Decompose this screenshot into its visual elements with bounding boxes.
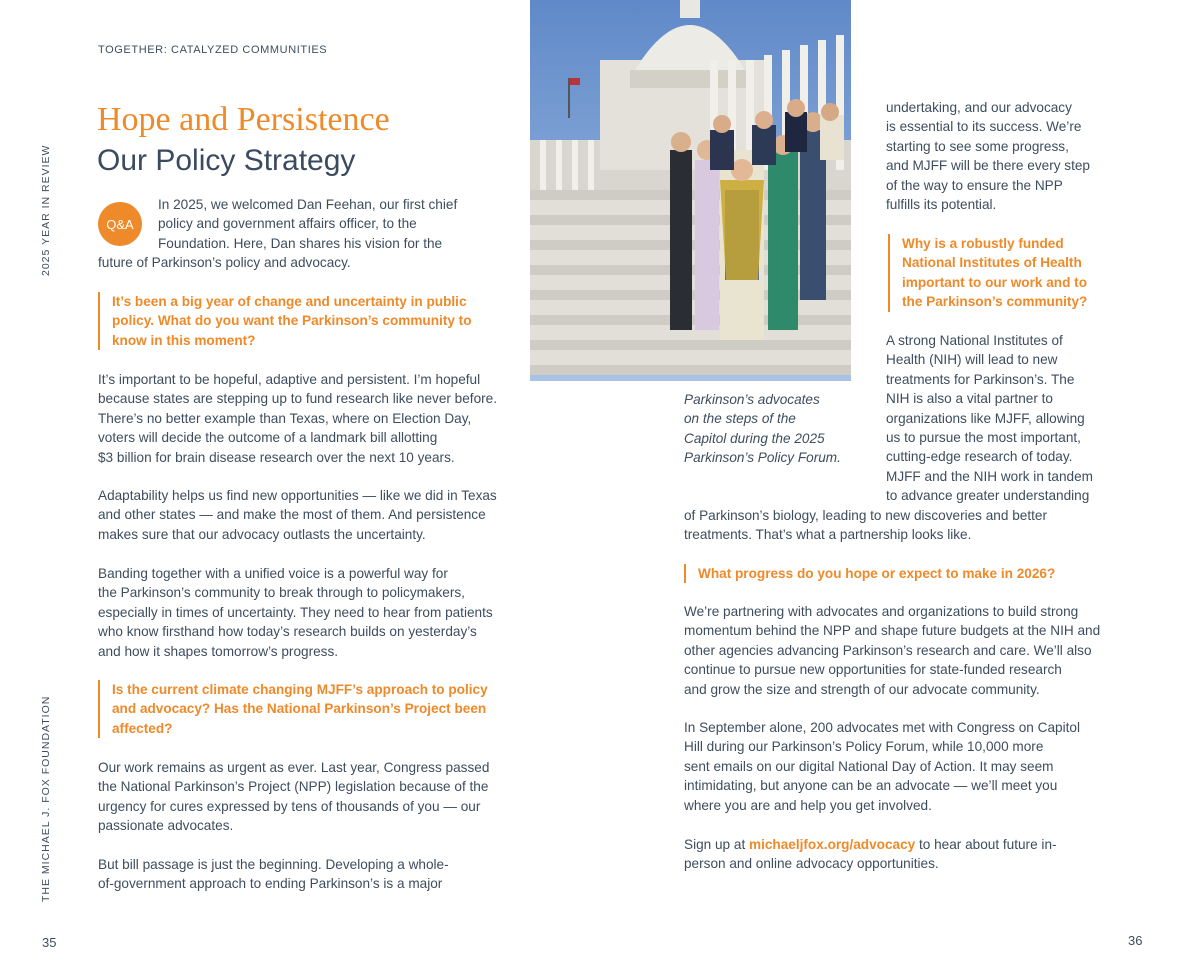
section-kicker: TOGETHER: CATALYZED COMMUNITIES — [98, 44, 328, 56]
text-line: makes sure that our advocacy outlasts the uncertainty. — [98, 526, 426, 542]
text-line: to advance greater understanding — [886, 488, 1090, 504]
question-1 — [98, 292, 472, 350]
text-line: $3 billion for brain disease research over the next 10 years. — [98, 449, 455, 465]
caption-line: Capitol during the 2025 — [684, 430, 825, 446]
question-line: and advocacy? Has the National Parkinson’s Project been — [112, 701, 487, 717]
text-line: is essential to its success. We’re — [886, 119, 1082, 135]
question-line: affected? — [112, 720, 173, 736]
text-line: It’s important to be hopeful, adaptive and persistent. I’m hopeful — [98, 372, 481, 387]
question-3 — [888, 234, 1087, 312]
question-4 — [684, 564, 1055, 583]
question-line: Is the current climate changing MJFF’s approach to policy — [112, 682, 488, 697]
text-line: There’s no better example than Texas, where on Election Day, — [98, 410, 472, 426]
text-line: cutting-edge research of today. — [886, 449, 1073, 465]
text-line: the Parkinson’s community to break through to policymakers, — [98, 585, 465, 601]
question-line: know in this moment? — [112, 332, 256, 348]
text-line: passionate advocates. — [98, 818, 234, 834]
answer-3-narrow — [886, 331, 1093, 506]
text-line: Banding together with a unified voice is a powerful way for — [98, 566, 448, 581]
text-line: and MJFF will be there every step — [886, 158, 1090, 174]
intro-line: policy and government affairs officer, to the — [158, 216, 417, 232]
side-label-year-review: 2025 YEAR IN REVIEW — [40, 144, 52, 276]
answer-2-paragraph-1 — [98, 758, 489, 836]
text-line: Health (NIH) will lead to new — [886, 352, 1058, 368]
text-line: We’re partnering with advocates and organizations to build strong — [684, 604, 1079, 619]
qa-badge: Q&A — [98, 202, 142, 246]
capitol-advocates-photo — [530, 0, 851, 381]
advocacy-link[interactable]: michaeljfox.org/advocacy — [749, 837, 916, 852]
intro-line: Foundation. Here, Dan shares his vision for the — [158, 235, 443, 251]
text-line: intimidating, but anyone can be an advocate — we’ll meet you — [684, 778, 1058, 794]
answer-1-paragraph-1 — [98, 370, 497, 467]
text-line: us to pursue the most important, — [886, 430, 1081, 446]
text-line: continue to pursue new opportunities for state-funded research — [684, 662, 1062, 678]
intro-line: future of Parkinson’s policy and advocacy. — [98, 255, 351, 270]
answer-3-wide — [684, 506, 1047, 545]
side-label-foundation: THE MICHAEL J. FOX FOUNDATION — [40, 695, 52, 902]
photo-caption — [684, 390, 864, 468]
page-title-secondary: Our Policy Strategy — [97, 144, 356, 177]
answer-2-paragraph-2 — [98, 855, 449, 894]
answer-4-paragraph-1 — [684, 602, 1100, 699]
text-line: starting to see some progress, — [886, 138, 1069, 154]
text-line: MJFF and the NIH work in tandem — [886, 468, 1093, 484]
text-line: NIH is also a vital partner to — [886, 391, 1053, 407]
signup-paragraph — [684, 835, 1057, 874]
text-line: momentum behind the NPP and shape future budgets at the NIH and — [684, 623, 1101, 639]
text-line: of the way to ensure the NPP — [886, 177, 1063, 193]
text-line: Hill during our Parkinson’s Policy Forum, while 10,000 more — [684, 739, 1044, 755]
text-line: where you are and help you get involved. — [684, 797, 932, 813]
text-line: A strong National Institutes of — [886, 333, 1063, 348]
text-line: sent emails on our digital National Day of Action. It may seem — [684, 758, 1054, 774]
intro-line: In 2025, we welcomed Dan Feehan, our first chief — [158, 197, 458, 212]
intro-paragraph — [158, 195, 457, 253]
text-line: But bill passage is just the beginning. Developing a whole- — [98, 857, 449, 872]
answer-1-paragraph-2 — [98, 486, 497, 544]
text-line: the National Parkinson’s Project (NPP) legislation because of the — [98, 779, 489, 795]
text-line: and other states — and make the most of them. And persistence — [98, 507, 486, 523]
text-line: voters will decide the outcome of a landmark bill allotting — [98, 430, 438, 446]
text-line: Our work remains as urgent as ever. Last year, Congress passed — [98, 760, 490, 775]
answer-1-paragraph-3 — [98, 564, 493, 661]
text-line: who know firsthand how today’s research builds on yesterday’s — [98, 624, 477, 640]
text-line: fulfills its potential. — [886, 197, 997, 213]
signup-line-1 — [684, 835, 1057, 854]
page-number-right: 36 — [1128, 933, 1143, 948]
question-line: National Institutes of Health — [902, 255, 1082, 271]
text-line: and grow the size and strength of our advocate community. — [684, 681, 1040, 697]
text-line: treatments. That’s what a partnership looks like. — [684, 527, 972, 543]
text-line: organizations like MJFF, allowing — [886, 410, 1085, 426]
caption-line: on the steps of the — [684, 411, 796, 427]
text-line: of Parkinson’s biology, leading to new discoveries and better — [684, 508, 1047, 523]
caption-line: Parkinson’s Policy Forum. — [684, 450, 841, 466]
question-line: important to our work and to — [902, 274, 1088, 290]
page-number-left: 35 — [42, 935, 57, 950]
answer-4-paragraph-2 — [684, 718, 1080, 815]
text-line: of-government approach to ending Parkinson’s is a major — [98, 876, 443, 892]
text-line: In September alone, 200 advocates met with Congress on Capitol — [684, 720, 1080, 735]
question-line: Why is a robustly funded — [902, 236, 1064, 251]
text-line: especially in times of uncertainty. They need to hear from patients — [98, 604, 493, 620]
answer-2-paragraph-3 — [886, 98, 1090, 214]
signup-prefix: Sign up at — [684, 837, 749, 852]
text-line: undertaking, and our advocacy — [886, 100, 1072, 115]
question-line: What progress do you hope or expect to make in 2026? — [698, 566, 1056, 581]
question-line: the Parkinson’s community? — [902, 294, 1088, 310]
caption-line: Parkinson’s advocates — [684, 392, 820, 407]
signup-line-2: person and online advocacy opportunities. — [684, 856, 939, 872]
text-line: treatments for Parkinson’s. The — [886, 371, 1075, 387]
signup-suffix: to hear about future in- — [915, 837, 1057, 852]
text-line: and how it shapes tomorrow’s progress. — [98, 643, 339, 659]
text-line: other agencies advancing Parkinson’s research and care. We’ll also — [684, 642, 1092, 658]
text-line: because states are stepping up to fund research like never before. — [98, 391, 497, 407]
question-line: It’s been a big year of change and uncertainty in public — [112, 294, 467, 309]
text-line: Adaptability helps us find new opportunities — like we did in Texas — [98, 488, 497, 503]
question-line: policy. What do you want the Parkinson’s community to — [112, 313, 472, 329]
page-title-primary: Hope and Persistence — [97, 101, 390, 138]
text-line: urgency for cures expressed by tens of thousands of you — our — [98, 798, 481, 814]
question-2 — [98, 680, 488, 738]
